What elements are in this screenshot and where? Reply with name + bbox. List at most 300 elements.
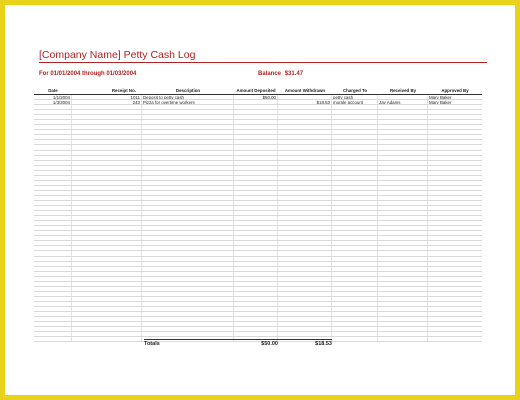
cell-empty (378, 206, 428, 210)
cell-empty (72, 161, 142, 165)
cell-empty (72, 262, 142, 266)
cell-empty (72, 282, 142, 286)
cell-empty (34, 317, 72, 321)
cell-empty (278, 105, 332, 109)
cell-empty (234, 226, 278, 230)
cell-description: Pizza for overtime workers (142, 100, 234, 104)
cell-empty (34, 135, 72, 139)
cell-empty (428, 257, 482, 261)
cell-empty (278, 201, 332, 205)
cell-empty (72, 221, 142, 225)
cell-empty (234, 156, 278, 160)
cell-empty (142, 161, 234, 165)
cell-empty (34, 262, 72, 266)
cell-description: Deposit to petty cash (142, 95, 234, 99)
cell-empty (72, 201, 142, 205)
cell-empty (72, 297, 142, 301)
cell-empty (234, 272, 278, 276)
cell-empty (428, 186, 482, 190)
cell-empty (332, 206, 378, 210)
cell-empty (428, 140, 482, 144)
petty-cash-table (34, 78, 482, 342)
cell-empty (278, 125, 332, 129)
cell-empty (234, 241, 278, 245)
cell-empty (234, 151, 278, 155)
cell-empty (34, 181, 72, 185)
cell-empty (378, 287, 428, 291)
cell-empty (72, 181, 142, 185)
cell-empty (428, 135, 482, 139)
cell-empty (428, 317, 482, 321)
cell-empty (34, 241, 72, 245)
cell-empty (378, 246, 428, 250)
cell-empty (378, 105, 428, 109)
cell-empty (142, 231, 234, 235)
cell-empty (142, 120, 234, 124)
cell-empty (378, 267, 428, 271)
cell-empty (428, 206, 482, 210)
cell-empty (278, 171, 332, 175)
cell-empty (332, 246, 378, 250)
cell-empty (234, 166, 278, 170)
cell-empty (378, 277, 428, 281)
cell-empty (428, 196, 482, 200)
cell-empty (278, 186, 332, 190)
cell-empty (234, 201, 278, 205)
cell-empty (234, 135, 278, 139)
cell-empty (278, 206, 332, 210)
cell-empty (234, 110, 278, 114)
cell-empty (332, 302, 378, 306)
cell-empty (34, 231, 72, 235)
cell-empty (72, 317, 142, 321)
cell-empty (72, 196, 142, 200)
cell-empty (378, 156, 428, 160)
cell-empty (332, 322, 378, 326)
cell-empty (332, 312, 378, 316)
cell-empty (332, 216, 378, 220)
cell-empty (72, 105, 142, 109)
col-header-date: Date (48, 87, 58, 93)
cell-empty (142, 145, 234, 149)
cell-empty (378, 327, 428, 331)
cell-empty (142, 272, 234, 276)
cell-empty (142, 201, 234, 205)
cell-empty (34, 312, 72, 316)
cell-empty (332, 211, 378, 215)
title-divider (39, 62, 487, 63)
cell-empty (428, 176, 482, 180)
cell-empty (332, 231, 378, 235)
cell-empty (428, 312, 482, 316)
cell-empty (142, 211, 234, 215)
cell-empty (378, 226, 428, 230)
table-header (34, 78, 482, 95)
totals-row (34, 339, 482, 348)
cell-empty (278, 151, 332, 155)
cell-empty (428, 327, 482, 331)
cell-empty (278, 135, 332, 139)
cell-empty (332, 120, 378, 124)
cell-empty (234, 130, 278, 134)
cell-empty (428, 241, 482, 245)
cell-empty (234, 282, 278, 286)
cell-empty (142, 130, 234, 134)
cell-empty (34, 115, 72, 119)
cell-empty (34, 176, 72, 180)
cell-empty (234, 251, 278, 255)
cell-empty (278, 332, 332, 336)
cell-empty (234, 115, 278, 119)
cell-empty (278, 196, 332, 200)
cell-empty (378, 307, 428, 311)
cell-empty (142, 140, 234, 144)
cell-empty (34, 145, 72, 149)
cell-empty (34, 251, 72, 255)
cell-empty (142, 110, 234, 114)
cell-empty (72, 115, 142, 119)
cell-empty (234, 191, 278, 195)
cell-empty (332, 236, 378, 240)
cell-empty (278, 251, 332, 255)
cell-empty (234, 181, 278, 185)
cell-empty (34, 206, 72, 210)
cell-empty (142, 246, 234, 250)
cell-empty (278, 216, 332, 220)
cell-empty (72, 287, 142, 291)
cell-empty (332, 196, 378, 200)
cell-empty (378, 216, 428, 220)
cell-empty (278, 287, 332, 291)
cell-empty (234, 312, 278, 316)
cell-empty (332, 317, 378, 321)
cell-empty (142, 221, 234, 225)
cell-empty (72, 332, 142, 336)
cell-date: 1/1/2004 (34, 95, 72, 99)
cell-empty (34, 257, 72, 261)
total-withdrawn: $18.53 (315, 340, 332, 347)
cell-empty (34, 171, 72, 175)
cell-empty (72, 145, 142, 149)
cell-empty (234, 262, 278, 266)
col-header-receipt: Receipt No. (111, 87, 136, 93)
cell-empty (278, 327, 332, 331)
balance (258, 71, 303, 77)
cell-empty (428, 125, 482, 129)
cell-empty (332, 166, 378, 170)
cell-empty (234, 216, 278, 220)
table-body (34, 95, 482, 342)
cell-empty (72, 231, 142, 235)
col-header-deposited: Amount Deposited (236, 87, 276, 93)
cell-empty (234, 332, 278, 336)
cell-empty (34, 282, 72, 286)
cell-empty (234, 221, 278, 225)
cell-empty (72, 322, 142, 326)
cell-withdrawn (278, 95, 332, 99)
cell-empty (234, 125, 278, 129)
cell-empty (72, 186, 142, 190)
cell-empty (378, 241, 428, 245)
cell-empty (278, 231, 332, 235)
cell-empty (142, 105, 234, 109)
cell-empty (428, 246, 482, 250)
cell-empty (72, 125, 142, 129)
cell-empty (234, 292, 278, 296)
cell-empty (378, 130, 428, 134)
cell-empty (234, 307, 278, 311)
cell-empty (332, 130, 378, 134)
col-header-charged-to: Charged To (342, 87, 368, 93)
cell-empty (428, 307, 482, 311)
cell-empty (72, 135, 142, 139)
cell-empty (72, 241, 142, 245)
cell-empty (34, 166, 72, 170)
cell-empty (34, 297, 72, 301)
cell-charged-to: petty cash (332, 95, 378, 99)
cell-empty (428, 201, 482, 205)
cell-empty (142, 297, 234, 301)
cell-empty (142, 166, 234, 170)
cell-empty (34, 236, 72, 240)
cell-empty (278, 115, 332, 119)
cell-empty (34, 156, 72, 160)
cell-empty (378, 115, 428, 119)
cell-empty (234, 196, 278, 200)
cell-empty (278, 246, 332, 250)
cell-empty (378, 135, 428, 139)
cell-empty (428, 161, 482, 165)
cell-empty (142, 176, 234, 180)
cell-empty (332, 272, 378, 276)
cell-empty (278, 161, 332, 165)
cell-empty (72, 302, 142, 306)
cell-empty (332, 307, 378, 311)
cell-empty (142, 206, 234, 210)
cell-empty (428, 322, 482, 326)
cell-empty (234, 257, 278, 261)
cell-empty (278, 236, 332, 240)
cell-empty (332, 125, 378, 129)
period-label: For 01/01/2004 through 01/03/2004 (39, 71, 137, 77)
cell-empty (234, 105, 278, 109)
cell-received-by: Jay Adams (378, 100, 428, 104)
cell-empty (34, 307, 72, 311)
cell-empty (332, 186, 378, 190)
cell-date: 1/3/2004 (34, 100, 72, 104)
cell-empty (34, 105, 72, 109)
cell-empty (234, 317, 278, 321)
cell-empty (34, 140, 72, 144)
cell-empty (234, 277, 278, 281)
cell-empty (34, 332, 72, 336)
cell-empty (234, 322, 278, 326)
cell-empty (332, 221, 378, 225)
cell-empty (142, 332, 234, 336)
cell-empty (234, 186, 278, 190)
cell-empty (34, 191, 72, 195)
cell-empty (378, 181, 428, 185)
cell-empty (142, 191, 234, 195)
cell-empty (378, 166, 428, 170)
cell-empty (72, 277, 142, 281)
cell-empty (142, 267, 234, 271)
cell-empty (378, 322, 428, 326)
col-header-withdrawn: Amount Withdrawn (284, 87, 326, 93)
cell-empty (428, 110, 482, 114)
cell-empty (428, 267, 482, 271)
cell-empty (378, 191, 428, 195)
cell-empty (378, 145, 428, 149)
cell-empty (72, 216, 142, 220)
cell-empty (142, 151, 234, 155)
cell-empty (34, 110, 72, 114)
cell-deposited (234, 100, 278, 104)
cell-empty (278, 140, 332, 144)
cell-empty (332, 156, 378, 160)
cell-empty (34, 267, 72, 271)
total-deposited: $50.00 (261, 340, 278, 347)
cell-empty (72, 257, 142, 261)
cell-empty (332, 115, 378, 119)
cell-empty (142, 287, 234, 291)
cell-empty (34, 125, 72, 129)
cell-empty (72, 166, 142, 170)
cell-empty (34, 322, 72, 326)
cell-empty (332, 226, 378, 230)
cell-empty (278, 297, 332, 301)
cell-empty (72, 236, 142, 240)
cell-empty (34, 120, 72, 124)
cell-empty (278, 226, 332, 230)
cell-empty (332, 176, 378, 180)
cell-empty (34, 221, 72, 225)
cell-empty (332, 282, 378, 286)
cell-empty (72, 251, 142, 255)
cell-empty (378, 171, 428, 175)
cell-empty (72, 151, 142, 155)
cell-empty (34, 130, 72, 134)
cell-approved-by: Mary Baker (429, 100, 452, 105)
cell-empty (234, 176, 278, 180)
cell-empty (278, 307, 332, 311)
cell-empty (332, 135, 378, 139)
cell-empty (234, 140, 278, 144)
cell-empty (428, 181, 482, 185)
cell-empty (72, 206, 142, 210)
cell-empty (428, 221, 482, 225)
cell-empty (428, 145, 482, 149)
cell-empty (34, 196, 72, 200)
cell-empty (278, 262, 332, 266)
cell-empty (428, 120, 482, 124)
cell-empty (332, 181, 378, 185)
cell-empty (332, 262, 378, 266)
cell-empty (142, 251, 234, 255)
cell-empty (142, 327, 234, 331)
cell-empty (428, 282, 482, 286)
cell-empty (378, 231, 428, 235)
cell-empty (34, 186, 72, 190)
cell-empty (378, 262, 428, 266)
cell-empty (378, 196, 428, 200)
cell-empty (428, 297, 482, 301)
col-header-approved-by: Approved By (441, 87, 469, 93)
cell-empty (142, 216, 234, 220)
cell-empty (378, 236, 428, 240)
cell-charged-to: morale account (332, 100, 378, 104)
cell-empty (428, 231, 482, 235)
cell-empty (428, 115, 482, 119)
cell-empty (234, 302, 278, 306)
cell-empty (72, 110, 142, 114)
cell-empty (278, 241, 332, 245)
cell-empty (234, 246, 278, 250)
cell-empty (142, 307, 234, 311)
cell-empty (142, 181, 234, 185)
cell-empty (34, 201, 72, 205)
cell-empty (428, 216, 482, 220)
cell-empty (34, 246, 72, 250)
cell-empty (332, 257, 378, 261)
cell-empty (378, 292, 428, 296)
cell-empty (234, 231, 278, 235)
cell-empty (142, 257, 234, 261)
cell-empty (142, 236, 234, 240)
cell-empty (234, 236, 278, 240)
cell-empty (378, 125, 428, 129)
cell-empty (142, 302, 234, 306)
cell-empty (428, 287, 482, 291)
cell-empty (278, 302, 332, 306)
cell-receipt: 1011 (72, 95, 142, 99)
cell-empty (428, 105, 482, 109)
cell-empty (72, 246, 142, 250)
cell-empty (234, 161, 278, 165)
cell-empty (332, 191, 378, 195)
cell-empty (378, 297, 428, 301)
cell-empty (34, 327, 72, 331)
cell-empty (332, 151, 378, 155)
cell-empty (378, 221, 428, 225)
cell-empty (142, 196, 234, 200)
page-title: [Company Name] Petty Cash Log (39, 49, 196, 61)
cell-empty (72, 307, 142, 311)
cell-empty (378, 176, 428, 180)
cell-empty (278, 120, 332, 124)
cell-empty (72, 176, 142, 180)
cell-empty (378, 201, 428, 205)
cell-receipt: 243 (72, 100, 142, 104)
cell-empty (34, 161, 72, 165)
balance-label: Balance (258, 71, 282, 77)
cell-empty (278, 176, 332, 180)
cell-empty (428, 211, 482, 215)
balance-value: $31.47 (284, 71, 304, 77)
cell-empty (428, 277, 482, 281)
cell-empty (332, 287, 378, 291)
cell-empty (72, 272, 142, 276)
cell-empty (72, 130, 142, 134)
cell-empty (34, 211, 72, 215)
cell-empty (332, 297, 378, 301)
cell-empty (428, 332, 482, 336)
cell-empty (278, 277, 332, 281)
cell-empty (332, 161, 378, 165)
totals-label: Totals (144, 340, 160, 347)
cell-empty (142, 125, 234, 129)
col-header-description: Description (175, 87, 201, 93)
